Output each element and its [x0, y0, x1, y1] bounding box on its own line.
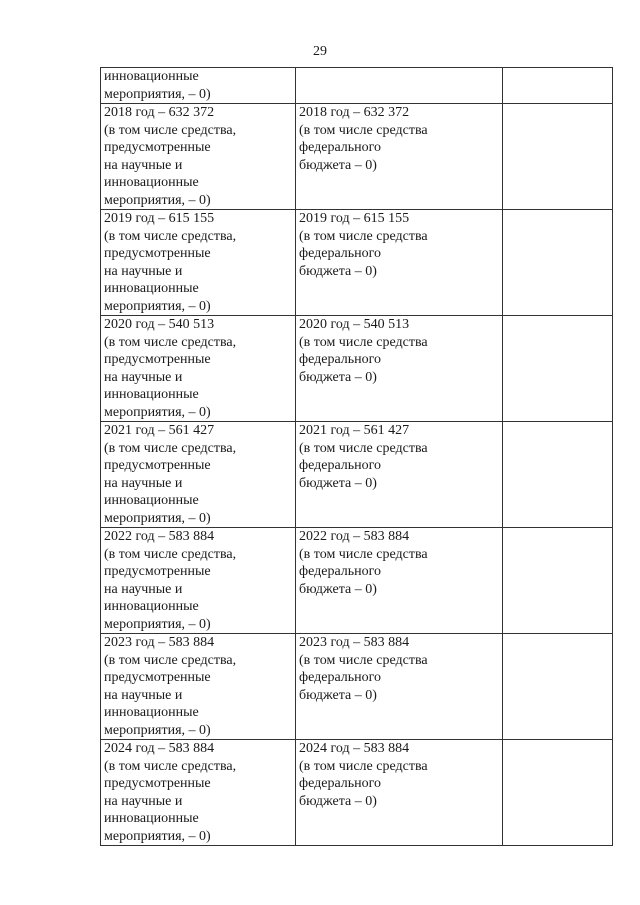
cell-line: мероприятия, – 0)	[104, 722, 211, 738]
cell-col2	[296, 740, 503, 846]
cell-col3	[503, 210, 613, 316]
cell-line: предусмотренные	[104, 352, 211, 367]
cell-line: (в том числе средства,	[104, 652, 237, 668]
cell-line: 2021 год – 561 427	[299, 423, 410, 438]
cell-col1	[101, 68, 296, 104]
cell-line: на научные и	[104, 581, 183, 597]
cell-col2	[296, 528, 503, 634]
cell-line: (в том числе средства,	[104, 122, 237, 138]
cell-line: федерального	[299, 458, 382, 473]
cell-line: 2020 год – 540 513	[299, 317, 410, 332]
page-number: 29	[313, 44, 327, 59]
table-row	[101, 104, 613, 210]
cell-col1	[101, 740, 296, 846]
cell-line: 2019 год – 615 155	[299, 211, 410, 226]
table-row	[101, 740, 613, 846]
table-row-continuation	[101, 68, 613, 104]
cell-line: на научные и	[104, 475, 183, 491]
cell-line: бюджета – 0)	[299, 369, 377, 385]
cell-col1	[101, 210, 296, 316]
table-row	[101, 210, 613, 316]
cell-line: 2018 год – 632 372	[104, 105, 215, 120]
cell-col2	[296, 210, 503, 316]
cell-line: федерального	[299, 670, 382, 685]
cell-line: бюджета – 0)	[299, 793, 377, 809]
cell-line: на научные и	[104, 793, 183, 809]
cell-line: инновационные	[104, 281, 199, 296]
cell-line: 2024 год – 583 884	[299, 741, 410, 756]
table-body	[101, 68, 613, 846]
cell-line: инновационные	[104, 493, 199, 508]
cell-col3	[503, 104, 613, 210]
funding-table	[100, 67, 613, 846]
cell-line: бюджета – 0)	[299, 581, 377, 597]
cell-line: (в том числе средства,	[104, 546, 237, 562]
cell-line: инновационные	[104, 811, 199, 826]
cell-col3	[503, 634, 613, 740]
cell-line: бюджета – 0)	[299, 687, 377, 703]
cell-line: инновационные	[104, 599, 199, 614]
cell-line: (в том числе средства,	[104, 334, 237, 350]
cell-col1	[101, 528, 296, 634]
cell-line: на научные и	[104, 157, 183, 173]
cell-line: (в том числе средства	[299, 546, 428, 562]
cell-line: инновационные	[104, 69, 199, 84]
cell-line: (в том числе средства,	[104, 758, 237, 774]
cell-line: бюджета – 0)	[299, 263, 377, 279]
cell-line: бюджета – 0)	[299, 157, 377, 173]
cell-col3	[503, 422, 613, 528]
cell-line: инновационные	[104, 705, 199, 720]
cell-line: 2022 год – 583 884	[104, 529, 215, 544]
cell-line: 2020 год – 540 513	[104, 317, 215, 332]
cell-line: предусмотренные	[104, 246, 211, 261]
cell-line: федерального	[299, 140, 382, 155]
cell-line: мероприятия, – 0)	[104, 192, 211, 208]
table-row	[101, 422, 613, 528]
table-row	[101, 316, 613, 422]
cell-line: предусмотренные	[104, 776, 211, 791]
cell-line: мероприятия, – 0)	[104, 298, 211, 314]
cell-line: предусмотренные	[104, 670, 211, 685]
cell-col2	[296, 634, 503, 740]
cell-col3	[503, 316, 613, 422]
cell-line: (в том числе средства	[299, 440, 428, 456]
cell-line: (в том числе средства	[299, 758, 428, 774]
cell-line: федерального	[299, 776, 382, 791]
cell-line: 2023 год – 583 884	[299, 635, 410, 650]
table-row	[101, 528, 613, 634]
cell-col2	[296, 68, 503, 104]
cell-line: мероприятия, – 0)	[104, 404, 211, 420]
cell-line: (в том числе средства	[299, 334, 428, 350]
cell-line: (в том числе средства	[299, 652, 428, 668]
cell-line: (в том числе средства,	[104, 440, 237, 456]
cell-line: предусмотренные	[104, 564, 211, 579]
cell-col1	[101, 422, 296, 528]
cell-line: федерального	[299, 564, 382, 579]
cell-col2	[296, 422, 503, 528]
cell-line: (в том числе средства	[299, 228, 428, 244]
cell-line: мероприятия, – 0)	[104, 828, 211, 844]
cell-line: мероприятия, – 0)	[104, 86, 211, 102]
cell-line: на научные и	[104, 369, 183, 385]
cell-line: бюджета – 0)	[299, 475, 377, 491]
cell-col3	[503, 528, 613, 634]
cell-line: 2019 год – 615 155	[104, 211, 215, 226]
cell-line: инновационные	[104, 387, 199, 402]
cell-line: 2018 год – 632 372	[299, 105, 410, 120]
cell-line: (в том числе средства	[299, 122, 428, 138]
cell-col1	[101, 316, 296, 422]
cell-line: федерального	[299, 246, 382, 261]
cell-col3	[503, 740, 613, 846]
cell-line: на научные и	[104, 263, 183, 279]
cell-line: предусмотренные	[104, 140, 211, 155]
cell-line: 2023 год – 583 884	[104, 635, 215, 650]
cell-col2	[296, 104, 503, 210]
cell-col2	[296, 316, 503, 422]
cell-col1	[101, 634, 296, 740]
cell-line: (в том числе средства,	[104, 228, 237, 244]
cell-col3	[503, 68, 613, 104]
cell-line: мероприятия, – 0)	[104, 510, 211, 526]
cell-line: 2021 год – 561 427	[104, 423, 215, 438]
cell-line: 2024 год – 583 884	[104, 741, 215, 756]
cell-line: на научные и	[104, 687, 183, 703]
cell-line: 2022 год – 583 884	[299, 529, 410, 544]
cell-line: мероприятия, – 0)	[104, 616, 211, 632]
cell-col1	[101, 104, 296, 210]
cell-line: федерального	[299, 352, 382, 367]
cell-line: инновационные	[104, 175, 199, 190]
table-row	[101, 634, 613, 740]
cell-line: предусмотренные	[104, 458, 211, 473]
